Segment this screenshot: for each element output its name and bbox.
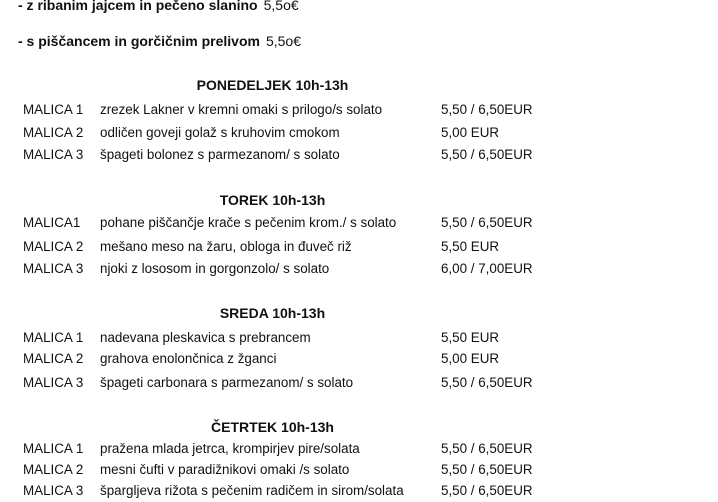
menu-label: MALICA 1 [23,102,84,117]
day-heading-monday: PONEDELJEK 10h-13h [196,77,349,93]
intro-line [18,0,299,13]
menu-label: MALICA 2 [23,462,84,477]
menu-description: nadevana pleskavica s prebrancem [100,330,311,345]
day-heading-tuesday: TOREK 10h-13h [219,192,326,208]
menu-price: 5,50 / 6,50EUR [441,215,533,230]
menu-label: MALICA 3 [23,147,84,162]
intro-price: 5,5o€ [263,0,299,13]
menu-description: odličen goveji golaž s kruhovim cmokom [100,125,340,140]
menu-price: 6,00 / 7,00EUR [441,261,533,276]
intro-text: - z ribanim jajcem in pečeno slanino [18,0,258,13]
menu-description: špageti bolonez s parmezanom/ s solato [100,147,340,162]
menu-price: 5,50 / 6,50EUR [441,462,533,477]
menu-price: 5,50 / 6,50EUR [441,441,533,456]
menu-price: 5,50 EUR [441,239,500,254]
menu-label: MALICA 2 [23,125,84,140]
menu-price: 5,00 EUR [441,351,500,366]
menu-description: mešano meso na žaru, obloga in đuveč riž [100,239,352,254]
menu-description: zrezek Lakner v kremni omaki s prilogo/s solato [100,102,383,117]
menu-price: 5,50 / 6,50EUR [441,147,533,162]
menu-label: MALICA 1 [23,441,84,456]
menu-price: 5,50 / 6,50EUR [441,483,533,498]
menu-description: špageti carbonara s parmezanom/ s solato [100,375,354,390]
menu-description: grahova enolončnica z žganci [100,351,277,366]
menu-label: MALICA 2 [23,239,84,254]
menu-description: pražena mlada jetrca, krompirjev pire/solata [100,441,360,456]
menu-label: MALICA 3 [23,261,84,276]
intro-text: - s piščancem in gorčičnim prelivom [18,33,260,49]
menu-price: 5,50 / 6,50EUR [441,102,533,117]
menu-label: MALICA 3 [23,375,84,390]
menu-label: MALICA 2 [23,351,84,366]
day-heading-thursday: ČETRTEK 10h-13h [211,419,334,435]
menu-description: njoki z lososom in gorgonzolo/ s solato [100,261,330,276]
menu-description: mesni čufti v paradižnikovi omaki /s solato [100,462,350,477]
menu-label: MALICA 3 [23,483,84,498]
menu-price: 5,00 EUR [441,125,500,140]
menu-label: MALICA 1 [23,330,84,345]
intro-line [18,33,301,49]
menu-price: 5,50 / 6,50EUR [441,375,533,390]
menu-description: pohane piščančje krače s pečenim krom./ s solato [100,215,397,230]
menu-description: špargljeva rižota s pečenim radičem in sirom/solata [100,483,404,498]
intro-price: 5,5o€ [265,33,302,49]
day-heading-wednesday: SREDA 10h-13h [219,305,326,321]
menu-label: MALICA1 [23,215,81,230]
menu-price: 5,50 EUR [441,330,500,345]
